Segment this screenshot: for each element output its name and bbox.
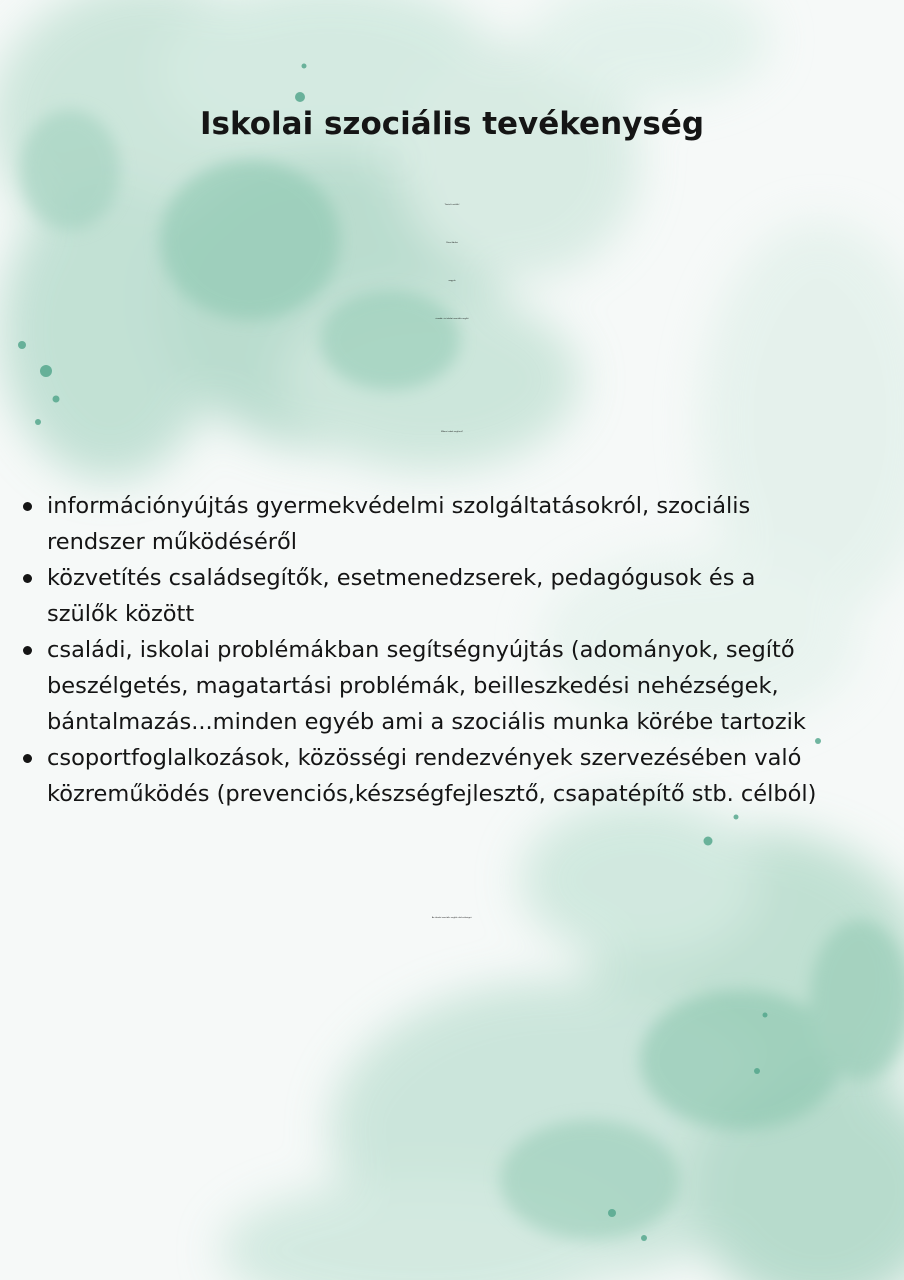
contact-phone — [0, 977, 904, 1007]
list-item-text: családi, iskolai problémákban segítségnyújtás (adományok, segítő — [47, 637, 795, 663]
list-item-text: csoportfoglalkozások, közösségi rendezvények szervezésében való — [47, 745, 802, 771]
note-line-2 — [0, 1147, 904, 1177]
note-line-1 — [0, 1115, 904, 1145]
list-item-text: információnyújtás gyermekvédelmi szolgáltatásokról, szociális — [47, 493, 751, 519]
list-item — [22, 560, 894, 632]
greeting-text: Tisztelt szülők! — [444, 204, 460, 206]
list-item-text: beszélgetés, magatartási problémák, beilleszkedési nehézségek, — [47, 673, 779, 699]
author-name: Dóczi Anikó — [446, 242, 458, 244]
services-question: Miben tudok segíteni? — [440, 431, 464, 433]
list-item-text: közvetítés családsegítők, esetmenedzserek, pedagógusok és a — [47, 565, 756, 591]
author-role: óvodai- és iskolai szociális segítő — [435, 318, 469, 320]
list-item-text: szülők között — [47, 601, 195, 627]
list-item — [22, 488, 894, 560]
intro-verb: vagyok — [448, 280, 456, 282]
contact-email — [0, 1009, 904, 1039]
contact-heading: Az iskolai szociális segítő elérhetőségei: — [432, 917, 472, 919]
list-item-text: rendszer működéséről — [47, 529, 298, 555]
page-title: Iskolai szociális tevékenység — [199, 106, 705, 142]
list-item-text: bántalmazás...minden egyéb ami a szociális munka körébe tartozik — [47, 709, 806, 735]
services-list — [22, 488, 894, 812]
list-item-text: közreműködés (prevenciós,készségfejlesztő, csapatépítő stb. célból) — [47, 781, 817, 807]
contact-availability — [0, 1041, 904, 1071]
list-item — [22, 632, 894, 740]
list-item — [22, 740, 894, 812]
